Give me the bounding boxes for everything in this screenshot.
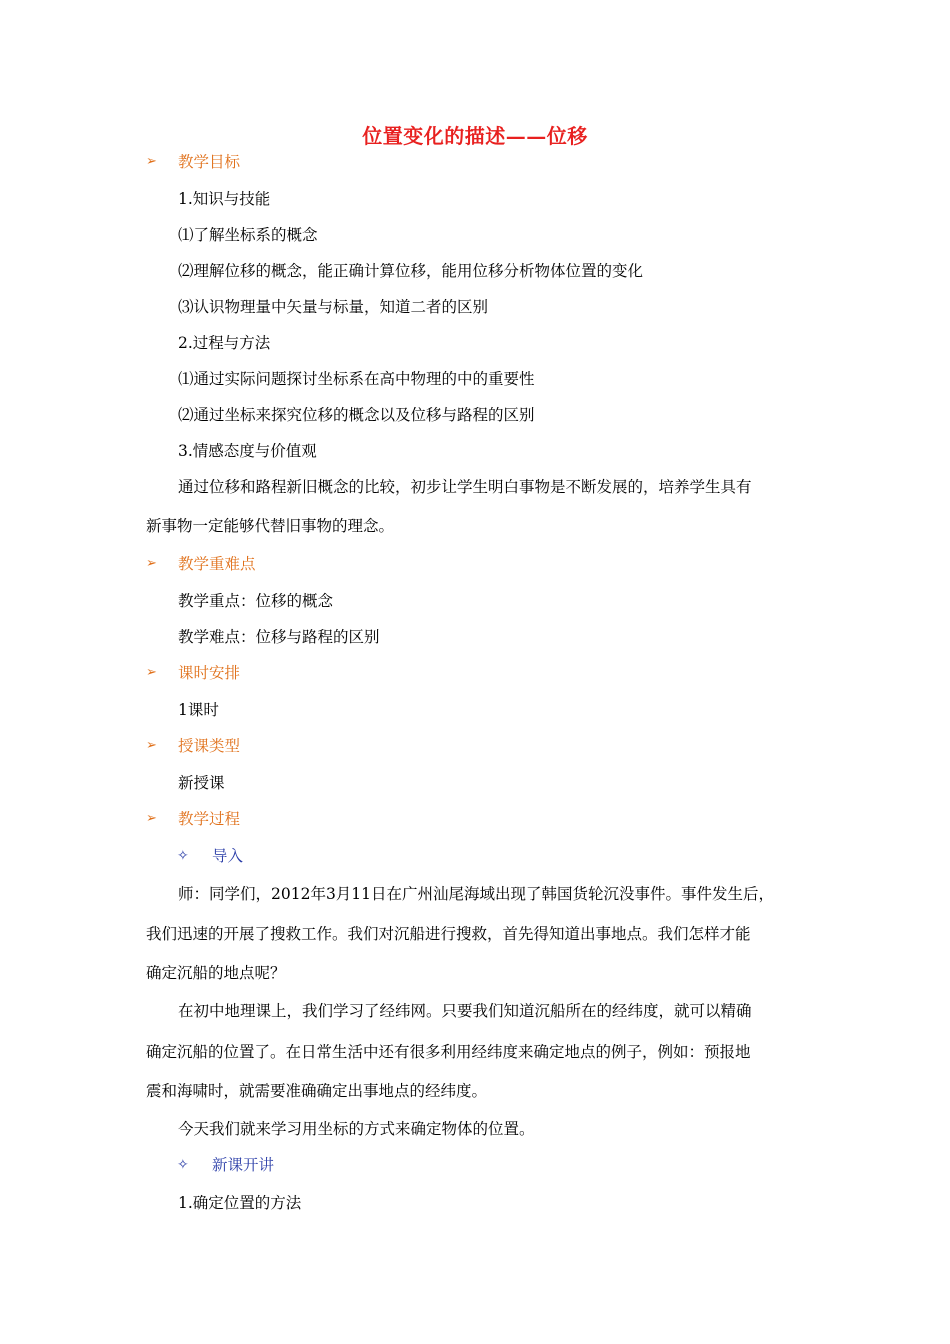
intro-paragraph: 确定沉船的位置了。在日常生活中还有很多利用经纬度来确定地点的例子，例如：预报地 [146,1043,751,1061]
goals-line: ⑶认识物理量中矢量与标量，知道二者的区别 [178,298,489,316]
diamond-bullet-icon: ✧ [177,1157,189,1173]
new-lesson-line: 1.确定位置的方法 [178,1194,302,1212]
goals-paragraph: 新事物一定能够代替旧事物的理念。 [146,517,395,535]
goals-line: 3.情感态度与价值观 [178,442,317,460]
subheading-intro: 导入 [212,847,244,865]
goals-line: ⑴了解坐标系的概念 [178,226,318,244]
section-heading-type: 授课类型 [178,737,241,755]
subheading-new-lesson: 新课开讲 [212,1156,275,1174]
goals-line: 1.知识与技能 [178,190,271,208]
intro-paragraph: 在初中地理课上，我们学习了经纬网。只要我们知道沉船所在的经纬度，就可以精确 [178,1002,752,1020]
intro-paragraph: 我们迅速的开展了搜救工作。我们对沉船进行搜救，首先得知道出事地点。我们怎样才能 [146,925,751,943]
goals-line: ⑵理解位移的概念，能正确计算位移，能用位移分析物体位置的变化 [178,262,644,280]
diamond-bullet-icon: ✧ [177,848,189,864]
key-point-line: 教学难点：位移与路程的区别 [178,628,380,646]
section-heading-key-points: 教学重难点 [178,555,256,573]
arrow-bullet-icon: ➢ [146,738,157,753]
section-heading-goals: 教学目标 [178,153,241,171]
page-title: 位置变化的描述——位移 [362,124,588,148]
type-line: 新授课 [178,774,225,792]
goals-line: ⑴通过实际问题探讨坐标系在高中物理的中的重要性 [178,370,535,388]
goals-line: ⑵通过坐标来探究位移的概念以及位移与路程的区别 [178,406,535,424]
intro-paragraph: 今天我们就来学习用坐标的方式来确定物体的位置。 [178,1120,535,1138]
intro-paragraph: 师：同学们，2012年3月11日在广州汕尾海域出现了韩国货轮沉没事件。事件发生后， [178,885,775,903]
arrow-bullet-icon: ➢ [146,556,157,571]
arrow-bullet-icon: ➢ [146,811,157,826]
arrow-bullet-icon: ➢ [146,154,157,169]
schedule-line: 1课时 [178,701,219,719]
intro-paragraph: 震和海啸时，就需要准确确定出事地点的经纬度。 [146,1082,488,1100]
intro-paragraph: 确定沉船的地点呢？ [146,964,286,982]
arrow-bullet-icon: ➢ [146,665,157,680]
section-heading-process: 教学过程 [178,810,241,828]
goals-paragraph: 通过位移和路程新旧概念的比较，初步让学生明白事物是不断发展的，培养学生具有 [178,478,752,496]
key-point-line: 教学重点：位移的概念 [178,592,334,610]
goals-line: 2.过程与方法 [178,334,271,352]
section-heading-schedule: 课时安排 [178,664,241,682]
